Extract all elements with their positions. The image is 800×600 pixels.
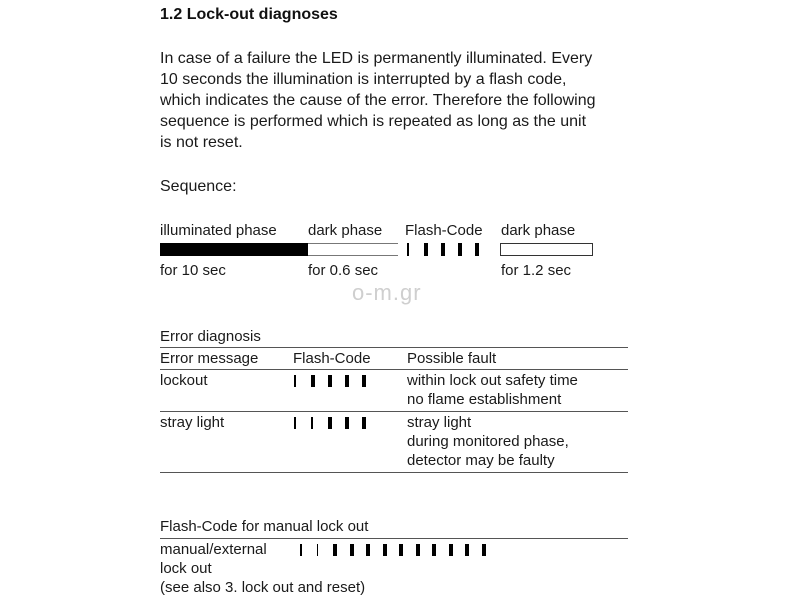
flash-mark-long xyxy=(328,417,332,429)
flash-mark-long xyxy=(449,544,453,556)
flash-mark-long xyxy=(350,544,354,556)
flash-mark-long xyxy=(424,243,428,256)
flash-mark-long xyxy=(432,544,436,556)
phase-duration-dark-2: for 1.2 sec xyxy=(501,262,572,279)
row-stray-light-message: stray light xyxy=(160,414,225,431)
table-top-rule xyxy=(160,347,628,348)
flash-mark-short xyxy=(294,417,296,429)
row-lockout-message: lockout xyxy=(160,372,208,389)
row-stray-light-fault-line: during monitored phase, xyxy=(407,433,569,450)
manual-lockout-title: Flash-Code for manual lock out xyxy=(160,518,369,535)
flash-mark-short xyxy=(407,243,409,256)
flash-mark-long xyxy=(362,417,366,429)
phase-title-dark: dark phase xyxy=(308,222,383,239)
flash-mark-long xyxy=(458,243,462,256)
flash-mark-short xyxy=(294,375,296,387)
header-flash-code: Flash-Code xyxy=(293,350,371,367)
flash-mark-long xyxy=(366,544,370,556)
dark-phase-bar xyxy=(308,243,398,256)
header-possible-fault: Possible fault xyxy=(407,350,497,367)
dark-phase-bar-2 xyxy=(500,243,593,256)
flash-mark-short xyxy=(300,544,302,556)
flash-mark-short xyxy=(317,544,319,556)
flash-mark-long xyxy=(441,243,445,256)
manual-lockout-rule xyxy=(160,538,628,539)
intro-line: sequence is performed which is repeated as long as the unit xyxy=(160,113,587,130)
phase-duration-dark: for 0.6 sec xyxy=(308,262,379,279)
flash-mark-long xyxy=(465,544,469,556)
table-bottom-rule xyxy=(160,472,628,473)
flash-mark-long xyxy=(333,544,337,556)
manual-lockout-label-line: manual/external xyxy=(160,541,267,558)
intro-paragraph xyxy=(160,48,640,153)
phase-title-illuminated: illuminated phase xyxy=(160,222,277,239)
table-row-rule xyxy=(160,411,628,412)
table-header-rule xyxy=(160,369,628,370)
flash-mark-long xyxy=(328,375,332,387)
flash-mark-long xyxy=(345,375,349,387)
phase-duration-illuminated: for 10 sec xyxy=(160,262,226,279)
section-heading: 1.2 Lock-out diagnoses xyxy=(160,6,338,23)
flash-mark-long xyxy=(362,375,366,387)
row-stray-light-fault-line: stray light xyxy=(407,414,472,431)
flash-mark-short xyxy=(311,417,313,429)
intro-line: 10 seconds the illumination is interrupted by a flash code, xyxy=(160,71,567,88)
manual-lockout-label-line: lock out xyxy=(160,560,212,577)
row-lockout-fault-line: no flame establishment xyxy=(407,391,562,408)
intro-line: In case of a failure the LED is permanently illuminated. Every xyxy=(160,50,593,67)
flash-mark-long xyxy=(345,417,349,429)
flash-mark-long xyxy=(383,544,387,556)
row-stray-light-fault-line: detector may be faulty xyxy=(407,452,555,469)
flash-mark-long xyxy=(475,243,479,256)
flash-mark-long xyxy=(482,544,486,556)
error-diagnosis-title: Error diagnosis xyxy=(160,328,261,345)
row-lockout-fault-line: within lock out safety time xyxy=(407,372,578,389)
phase-title-dark-2: dark phase xyxy=(501,222,576,239)
watermark: o-m.gr xyxy=(352,280,422,305)
flash-mark-long xyxy=(399,544,403,556)
header-error-message: Error message xyxy=(160,350,259,367)
illuminated-phase-bar xyxy=(160,243,308,256)
flash-mark-long xyxy=(416,544,420,556)
sequence-label: Sequence: xyxy=(160,178,237,195)
phase-title-flash-code: Flash-Code xyxy=(405,222,483,239)
flash-mark-long xyxy=(311,375,315,387)
intro-line: is not reset. xyxy=(160,134,243,151)
intro-line: which indicates the cause of the error. Therefore the following xyxy=(160,92,596,109)
manual-lockout-label-line: (see also 3. lock out and reset) xyxy=(160,579,366,596)
